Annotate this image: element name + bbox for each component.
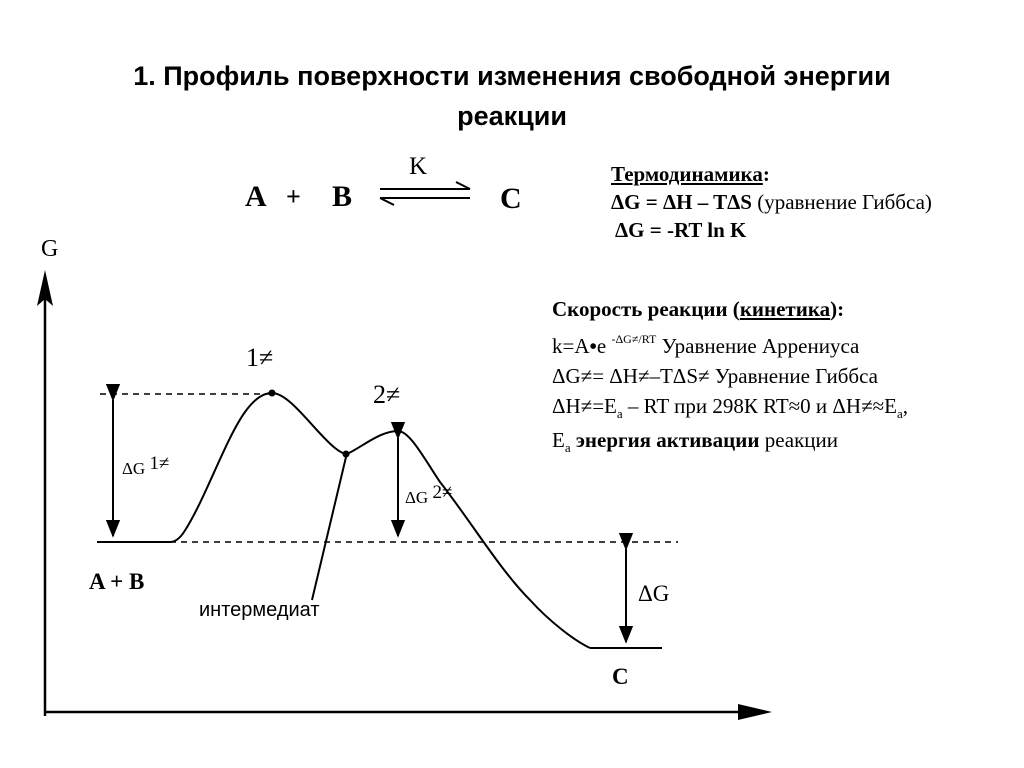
ts1-point — [269, 390, 276, 397]
product-c: C — [500, 182, 522, 215]
intermediate-pointer — [312, 457, 346, 600]
x-axis-arrow-icon — [738, 704, 772, 720]
kinetics-heading: Скорость реакции (кинетика): — [552, 297, 845, 321]
equilibrium-equation: ΔG = -RT ln K — [615, 218, 747, 242]
dg2-label: ΔG 2≠ — [405, 482, 453, 507]
title-line-1: 1. Профиль поверхности изменения свободной энергии — [133, 61, 891, 91]
dg-overall-label: ΔG — [638, 581, 670, 606]
equilibrium-constant-label: K — [409, 153, 428, 180]
title-line-2: реакции — [457, 101, 567, 131]
activation-enthalpy-equation: $\Delta H\ne=E_a$ – RT при 298К RT≈0 и $\Delta H\ne\approx E_a$, — [552, 394, 908, 421]
dg1-label: ΔG 1≠ — [122, 453, 170, 478]
axis-g-label: G — [41, 236, 59, 262]
plus-sign: + — [286, 182, 301, 211]
activation-energy-definition: $E_a$ энергия активации реакции — [552, 428, 839, 455]
reactant-b: B — [332, 180, 353, 213]
intermediate-point — [343, 451, 350, 458]
ts2-label: 2≠ — [373, 380, 401, 409]
reactant-a: A — [245, 180, 267, 213]
intermediate-label: интермедиат — [199, 599, 320, 621]
product-label: C — [612, 664, 629, 689]
reactants-label: A + B — [89, 569, 145, 594]
thermodynamics-heading: Термодинамика: — [611, 162, 770, 186]
ts1-label: 1≠ — [246, 343, 274, 372]
arrhenius-equation: k=A•e $^{-\Delta G\ne/RT}$ Уравнение Аррениуса — [552, 332, 860, 358]
gibbs-equation: ΔG = ΔH – TΔS (уравнение Гиббса) — [611, 190, 932, 214]
activation-gibbs-equation: ΔG≠= ΔH≠–TΔS≠ Уравнение Гиббса — [552, 364, 878, 388]
ts2-point — [395, 428, 402, 435]
